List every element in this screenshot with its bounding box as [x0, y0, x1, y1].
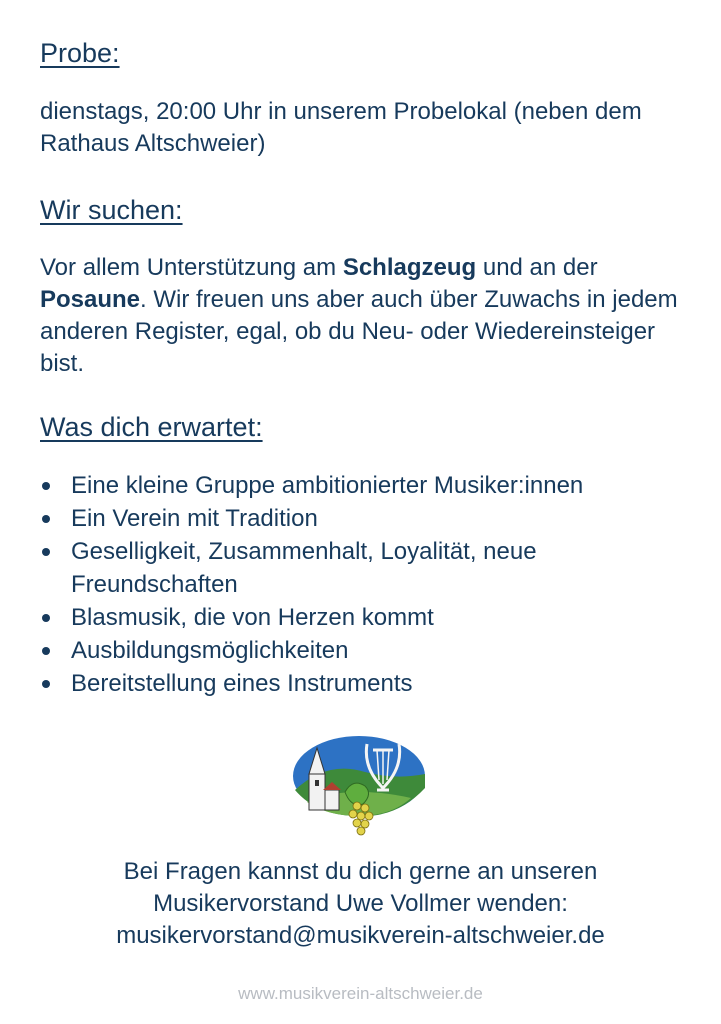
list-item: Ein Verein mit Tradition	[40, 502, 690, 535]
contact-line-1: Bei Fragen kannst du dich gerne an unseren	[123, 858, 598, 885]
list-item: Ausbildungsmöglichkeiten	[40, 634, 690, 667]
erwartet-heading: Was dich erwartet:	[40, 412, 263, 442]
contact-email[interactable]: musikervorstand@musikverein-altschweier.de	[116, 922, 605, 949]
benefits-list	[40, 469, 690, 700]
list-item: Blasmusik, die von Herzen kommt	[40, 601, 690, 634]
footer-website[interactable]: www.musikverein-altschweier.de	[238, 984, 483, 1003]
contact-block	[0, 856, 721, 952]
contact-line-2: Musikervorstand Uwe Vollmer wenden:	[153, 890, 568, 917]
list-item: Bereitstellung eines Instruments	[40, 667, 690, 700]
probe-text: dienstags, 20:00 Uhr in unserem Probelokal (neben dem Rathaus Altschweier)	[40, 98, 642, 157]
suchen-text: Vor allem Unterstützung am Schlagzeug und an der Posaune. Wir freuen uns aber auch über Zuwachs in jedem anderen Register, egal, ob du Neu- oder Wiedereinsteiger bist.	[40, 254, 678, 377]
suchen-heading: Wir suchen:	[40, 195, 183, 225]
probe-heading: Probe:	[40, 38, 120, 68]
schlagzeug-bold: Schlagzeug	[342, 254, 477, 281]
musikverein-logo	[287, 728, 433, 838]
list-item: Eine kleine Gruppe ambitionierter Musiker:innen	[40, 469, 690, 502]
posaune-bold: Posaune	[40, 286, 141, 313]
list-item: Geselligkeit, Zusammenhalt, Loyalität, neue Freundschaften	[40, 535, 690, 601]
